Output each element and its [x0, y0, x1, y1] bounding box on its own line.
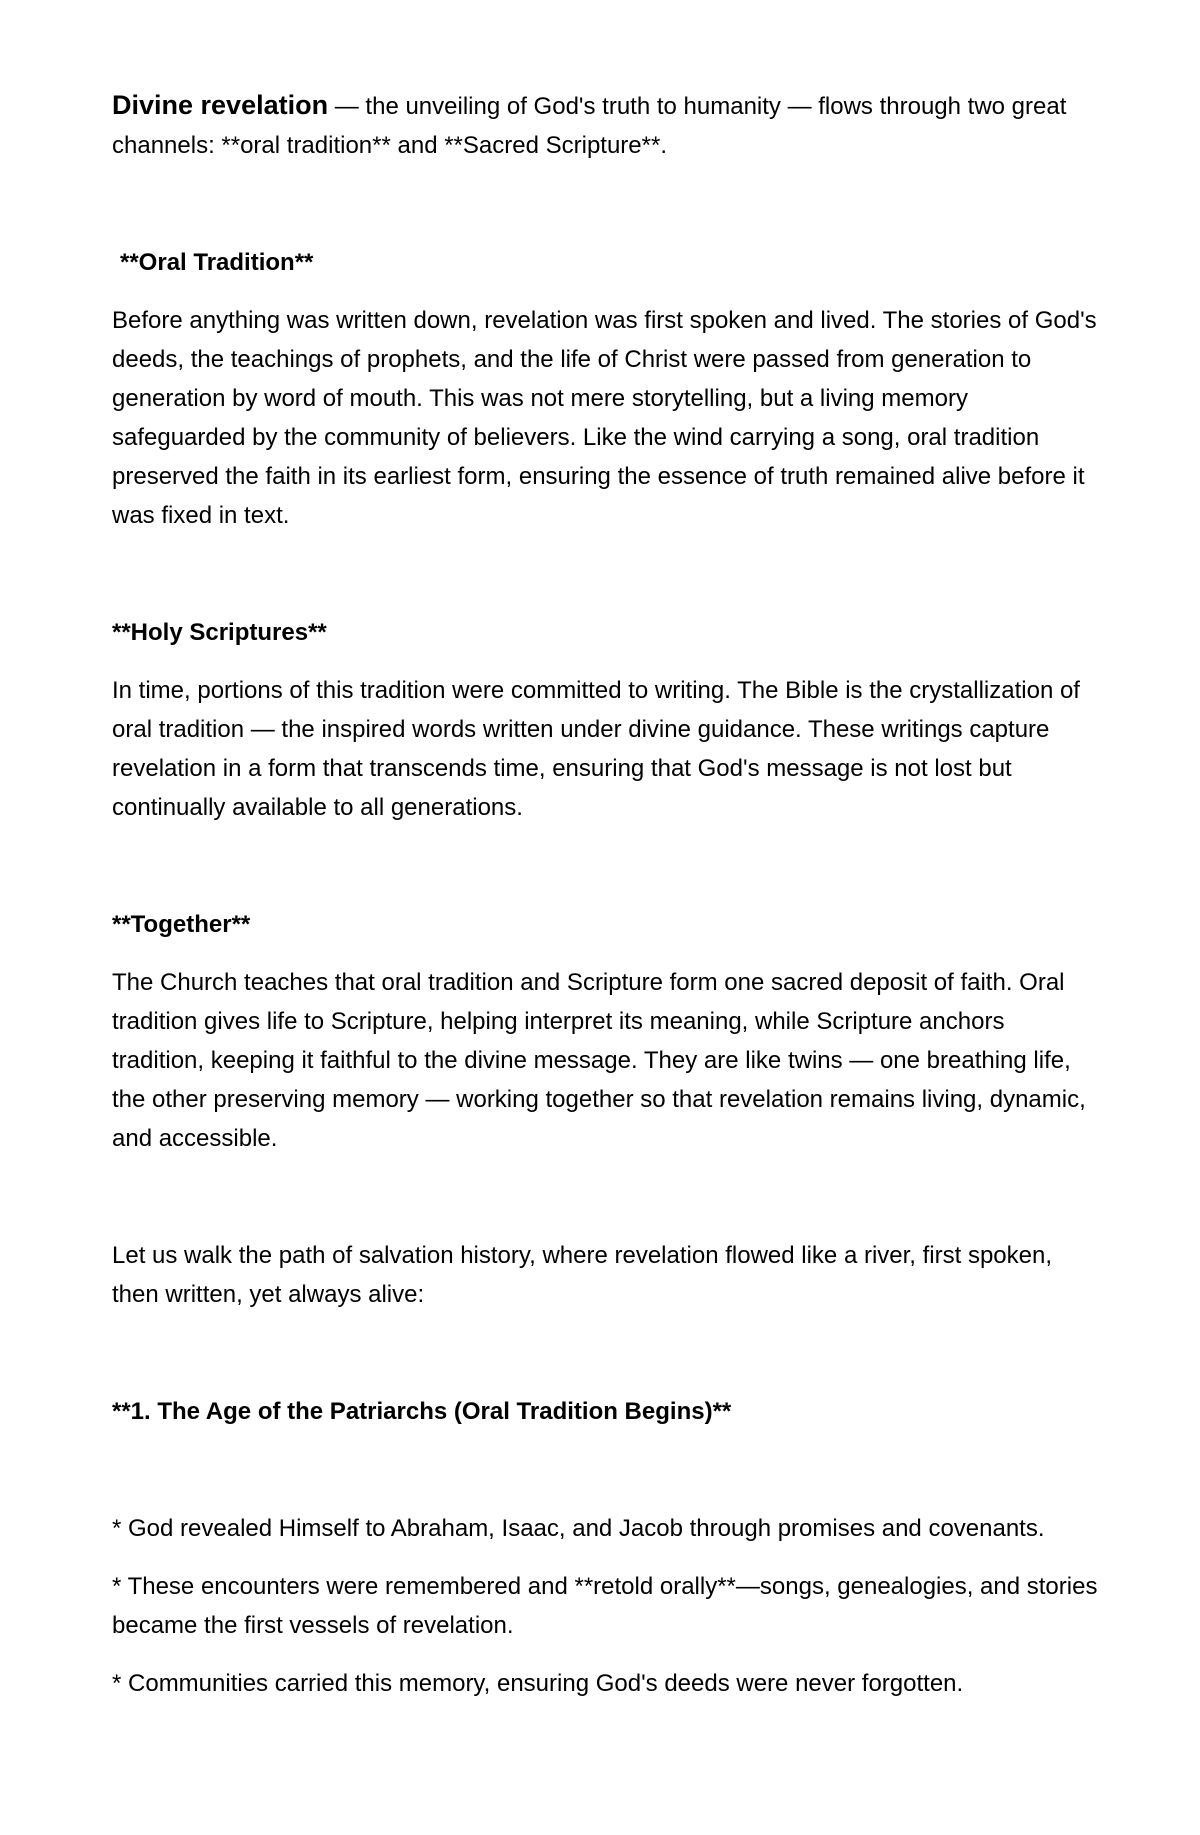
paragraph-closing: Let us walk the path of salvation history, where revelation flowed like a river, first spoken, then written, yet always alive:	[112, 1242, 1053, 1308]
list-item: * These encounters were remembered and **retold orally**—songs, genealogies, and stories became the first vessels of revelation.	[112, 1573, 1098, 1639]
paragraph-together: The Church teaches that oral tradition and Scripture form one sacred deposit of faith. Oral tradition gives life to Scripture, helping interpret its meaning, while Scripture anchors tradition, keeping it faithful to the divine message. They are like twins — one breathing life, the other preserving memory — working together so that revelation remains living, dynamic, and accessible.	[112, 969, 1086, 1152]
list-item: * Communities carried this memory, ensuring God's deeds were never forgotten.	[112, 1670, 964, 1697]
paragraph-holy-scriptures: In time, portions of this tradition were committed to writing. The Bible is the crystallization of oral tradition — the inspired words written under divine guidance. These writings capture revelation in a form that transcends time, ensuring that God's message is not lost but continually available to all generations.	[112, 677, 1080, 821]
list-item: * God revealed Himself to Abraham, Isaac, and Jacob through promises and covenants.	[112, 1515, 1045, 1542]
document-body	[112, 86, 1102, 1722]
paragraph-oral-tradition: Before anything was written down, revelation was first spoken and lived. The stories of God's deeds, the teachings of prophets, and the life of Christ were passed from generation to generation by word of mouth. This was not mere storytelling, but a living memory safeguarded by the community of believers. Like the wind carrying a song, oral tradition preserved the faith in its earliest form, ensuring the essence of truth remained alive before it was fixed in text.	[112, 307, 1097, 529]
heading-age-of-patriarchs: **1. The Age of the Patriarchs (Oral Tradition Begins)**	[112, 1398, 732, 1425]
intro-title: Divine revelation	[112, 90, 329, 120]
heading-oral-tradition: **Oral Tradition**	[120, 249, 314, 276]
intro-paragraph	[112, 86, 1102, 165]
intro-text: — the unveiling of God's truth to humanity — flows through two great channels: **oral tradition** and **Sacred Scripture**.	[112, 93, 1067, 159]
heading-together: **Together**	[112, 911, 251, 938]
heading-holy-scriptures: **Holy Scriptures**	[112, 619, 327, 646]
